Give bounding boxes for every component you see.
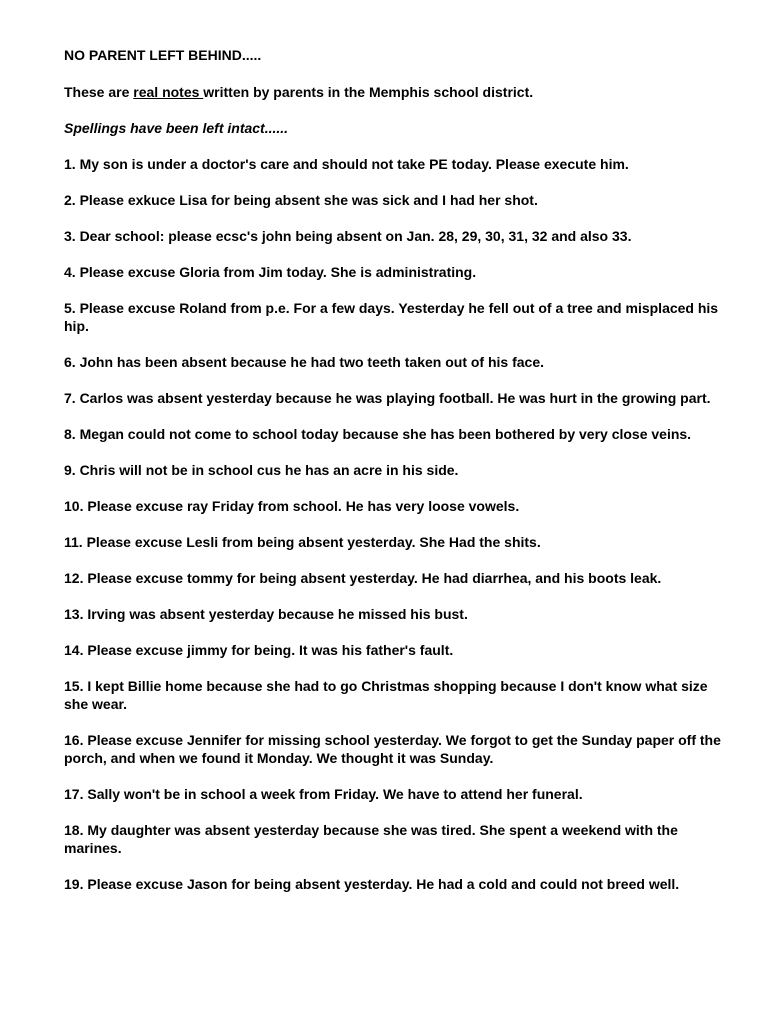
note-3: 3. Dear school: please ecsc's john being absent on Jan. 28, 29, 30, 31, 32 and also 33. [64, 228, 632, 244]
note-14: 14. Please excuse jimmy for being. It was his father's fault. [64, 642, 454, 658]
note-12: 12. Please excuse tommy for being absent yesterday. He had diarrhea, and his boots leak. [64, 570, 662, 586]
intro-underlined-text: real notes [133, 84, 204, 100]
note-7: 7. Carlos was absent yesterday because he was playing football. He was hurt in the growing part. [64, 390, 711, 406]
note-6: 6. John has been absent because he had two teeth taken out of his face. [64, 354, 544, 370]
note-2: 2. Please exkuce Lisa for being absent she was sick and I had her shot. [64, 192, 538, 208]
note-10: 10. Please excuse ray Friday from school. He has very loose vowels. [64, 498, 520, 514]
note-9: 9. Chris will not be in school cus he has an acre in his side. [64, 462, 459, 478]
note-13: 13. Irving was absent yesterday because he missed his bust. [64, 606, 468, 622]
document-content [64, 46, 734, 911]
note-1: 1. My son is under a doctor's care and should not take PE today. Please execute him. [64, 156, 629, 172]
document-intro [64, 83, 734, 101]
note-11: 11. Please excuse Lesli from being absent yesterday. She Had the shits. [64, 534, 541, 550]
note-15: 15. I kept Billie home because she had to go Christmas shopping because I don't know what size she wear. [64, 678, 708, 712]
intro-after-text: written by parents in the Memphis school district. [203, 84, 534, 100]
note-17: 17. Sally won't be in school a week from Friday. We have to attend her funeral. [64, 786, 583, 802]
note-18: 18. My daughter was absent yesterday because she was tired. She spent a weekend with the marines. [64, 822, 678, 856]
document-title: NO PARENT LEFT BEHIND..... [64, 47, 262, 63]
note-4: 4. Please excuse Gloria from Jim today. She is administrating. [64, 264, 477, 280]
note-16: 16. Please excuse Jennifer for missing school yesterday. We forgot to get the Sunday paper off the porch, and when we found it Monday. We thought it was Sunday. [64, 732, 721, 766]
note-8: 8. Megan could not come to school today because she has been bothered by very close veins. [64, 426, 692, 442]
document-subtitle: Spellings have been left intact...... [64, 120, 289, 136]
intro-before-text: These are [64, 84, 134, 100]
note-5: 5. Please excuse Roland from p.e. For a few days. Yesterday he fell out of a tree and misplaced his hip. [64, 300, 719, 334]
note-19: 19. Please excuse Jason for being absent yesterday. He had a cold and could not breed well. [64, 876, 680, 892]
